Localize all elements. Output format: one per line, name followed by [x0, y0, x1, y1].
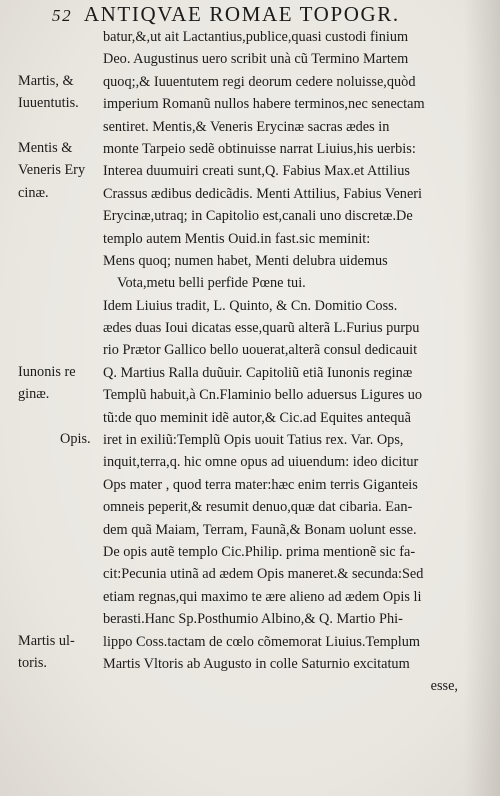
text-line: quoq;,& Iuuentutem regi deorum cedere noluisse,quòd — [103, 73, 416, 90]
text-line: inquit,terra,q. hic omne opus ad uiuendum: ideo dicitur — [103, 454, 419, 471]
verse-line: Vota,metu belli perfide Pœne tui. — [117, 275, 306, 292]
text-line: Q. Martius Ralla duũuir. Capitoliũ etiã Iunonis reginæ — [103, 364, 413, 381]
text-line: cit:Pecunia utinã ad ædem Opis maneret.& secunda:Sed — [103, 566, 424, 583]
margin-note-mentis — [18, 137, 85, 204]
margin-note-martis — [18, 70, 79, 115]
running-title: ANTIQVAE ROMAE TOPOGR. — [83, 2, 400, 26]
text-line: Idem Liuius tradit, L. Quinto, & Cn. Domitio Coss. — [103, 297, 398, 314]
text-line: Templũ habuit,à Cn.Flaminio bello aduersus Ligures uo — [103, 387, 423, 404]
text-line: batur,&,ut ait Lactantius,publice,quasi custodi finium — [103, 29, 409, 45]
page-number: 52 — [52, 6, 73, 25]
body-text — [103, 4, 458, 698]
margin-note-line: Martis, & — [18, 73, 74, 89]
margin-note-martis-ultoris — [18, 630, 75, 675]
margin-note-iunonis — [18, 361, 76, 406]
text-line: monte Tarpeio sedẽ obtinuisse narrat Liuius,his uerbis: — [103, 140, 416, 157]
margin-note-line: cinæ. — [18, 184, 49, 201]
text-line: etiam regnas,qui maximo te ære alieno ad ædem Opis li — [103, 588, 422, 605]
text-line: rio Prætor Gallico bello uouerat,alterã consul dedicauit — [103, 342, 418, 359]
margin-note-line: Iuuentutis. — [18, 95, 79, 112]
text-line: Ops mater , quod terra mater:hæc enim terris Giganteis — [103, 476, 418, 493]
margin-note-line: ginæ. — [18, 386, 50, 403]
text-line: Interea duumuiri creati sunt,Q. Fabius Max.et Attilius — [103, 163, 410, 180]
verse-line: Mens quoq; numen habet, Menti delubra uidemus — [103, 252, 388, 269]
text-line: sentiret. Mentis,& Veneris Erycinæ sacras ædes in — [103, 118, 390, 135]
text-line: De opis autẽ templo Cic.Philip. prima mentionẽ sic fa- — [103, 543, 416, 560]
margin-note-line: Mentis & — [18, 140, 73, 156]
text-line: omneis peperit,& resumit denuo,quæ dat cibaria. Ean- — [103, 499, 413, 516]
margin-note-line: Iunonis re — [18, 364, 76, 380]
text-line: dem quã Maiam, Terram, Faunã,& Bonam uolunt esse. — [103, 521, 417, 538]
text-line: Deo. Augustinus uero scribit unà cũ Termino Martem — [103, 51, 409, 68]
text-line: templo autem Mentis Ouid.in fast.sic meminit: — [103, 230, 371, 247]
text-line: Crassus ædibus dedicãdis. Menti Attilius, Fabius Veneri — [103, 185, 423, 202]
text-line: Erycinæ,utraq; in Capitolio est,canali uno discretæ.De — [103, 208, 413, 225]
margin-note-line: Martis ul- — [18, 633, 75, 649]
catchword: esse, — [430, 678, 458, 695]
text-line: tũ:de quo meminit idẽ autor,& Cic.ad Equites antequã — [103, 409, 411, 426]
margin-note-opis — [60, 428, 91, 450]
text-line: imperium Romanũ nullos habere terminos,nec senectam — [103, 96, 425, 113]
text-line: ædes duas Ioui dicatas esse,quarũ alterã L.Furius purpu — [103, 320, 420, 337]
text-line: iret in exiliũ:Templũ Opis uouit Tatius rex. Var. Ops, — [103, 432, 404, 449]
margin-note-line: toris. — [18, 655, 47, 672]
text-line: berasti.Hanc Sp.Posthumio Albino,& Q. Martio Phi- — [103, 611, 403, 628]
margin-note-line: Veneris Ery — [18, 162, 86, 179]
text-line: Martis Vltoris ab Augusto in colle Saturnio excitatum — [103, 655, 410, 672]
margin-note-line: Opis. — [60, 431, 91, 447]
text-line: lippo Coss.tactam de cœlo cõmemorat Liuius.Templum — [103, 633, 421, 650]
